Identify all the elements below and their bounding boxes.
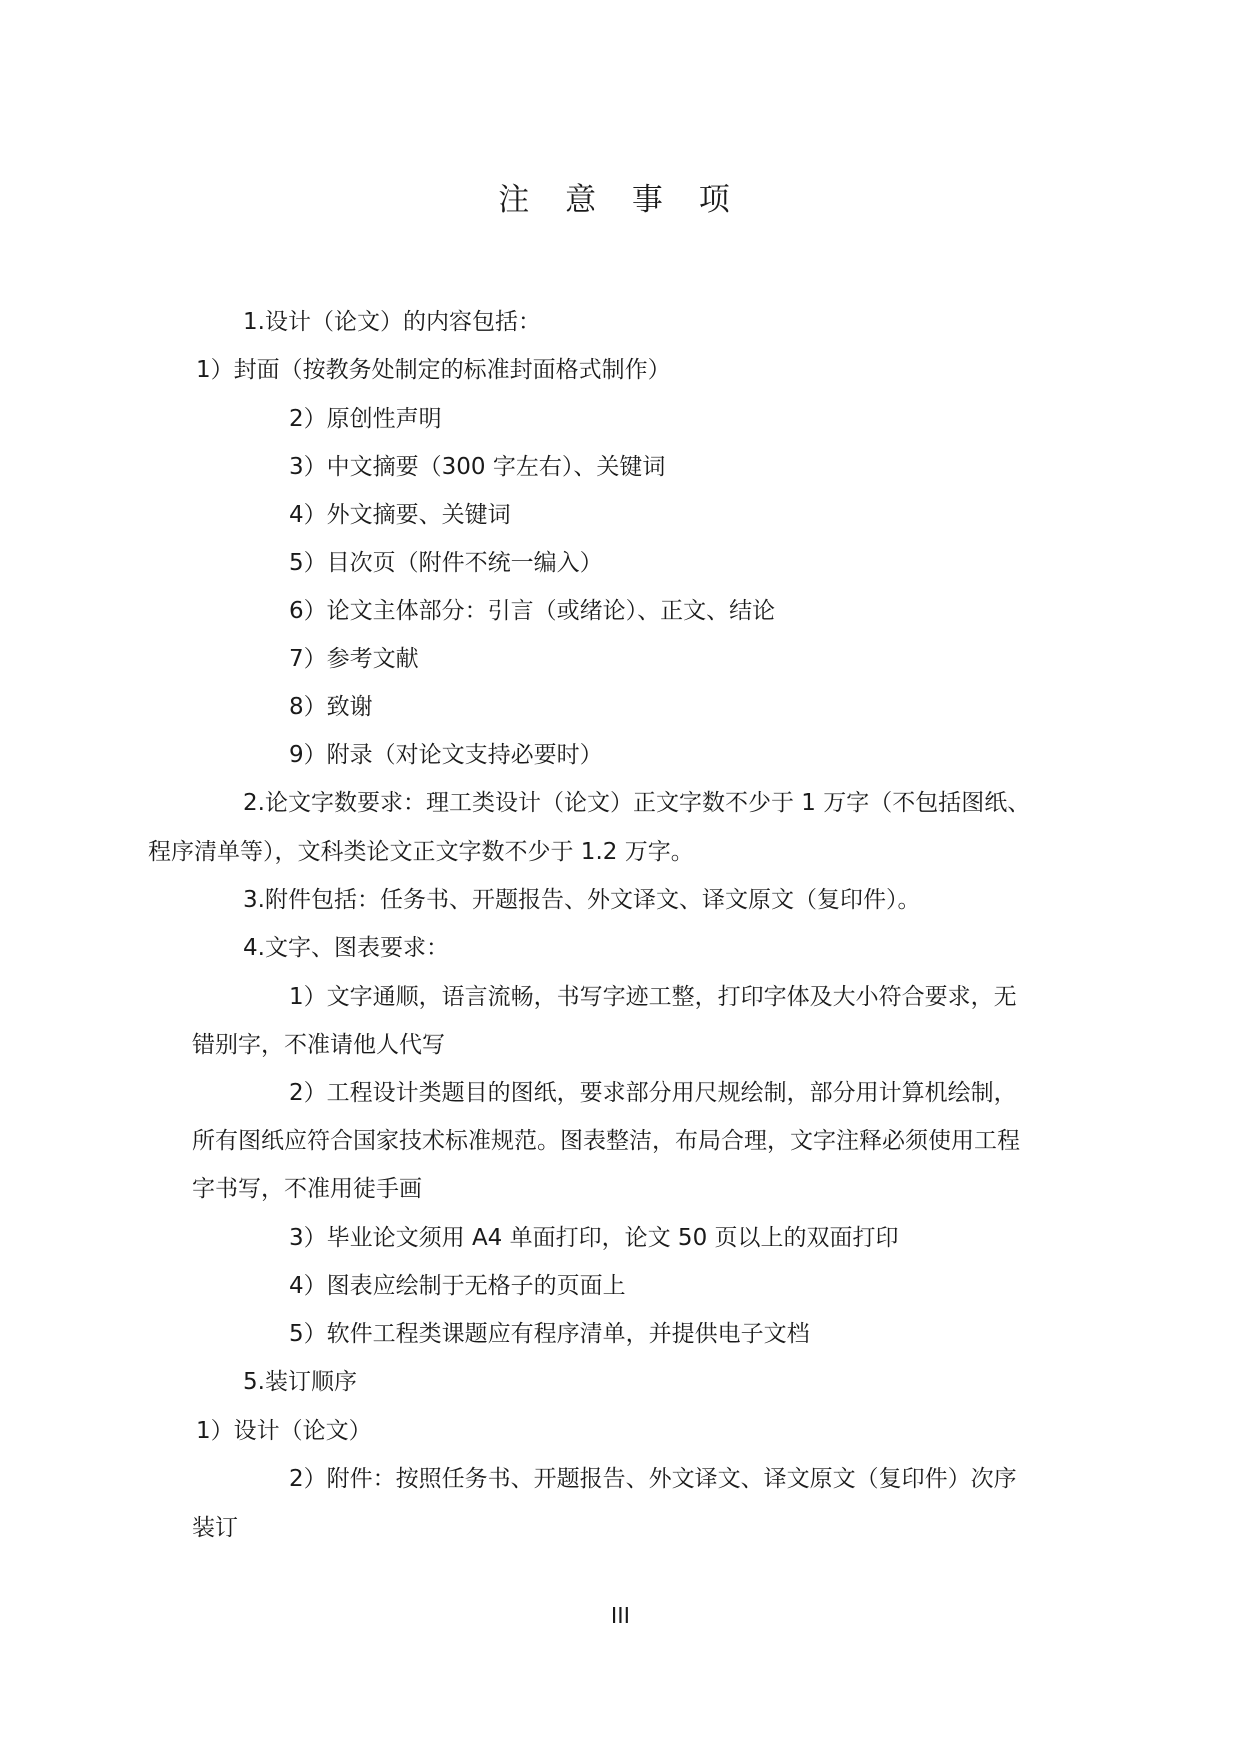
page-number: III	[610, 1602, 631, 1628]
paragraph-line: 字书写，不准用徒手画	[192, 1176, 422, 1202]
paragraph-line: 1）文字通顺，语言流畅，书写字迹工整，打印字体及大小符合要求，无	[289, 984, 1017, 1010]
paragraph-line: 错别字，不准请他人代写	[192, 1032, 445, 1058]
page-title: 注 意 事 项	[498, 182, 743, 218]
section-1-heading: 1.设计（论文）的内容包括：	[243, 309, 541, 335]
list-item: 1）封面（按教务处制定的标准封面格式制作）	[196, 357, 671, 383]
paragraph-line: 2）工程设计类题目的图纸，要求部分用尺规绘制，部分用计算机绘制，	[289, 1080, 1017, 1106]
list-item: 3）毕业论文须用 A4 单面打印，论文 50 页以上的双面打印	[289, 1225, 899, 1251]
list-item: 5）目次页（附件不统一编入）	[289, 550, 603, 576]
section-4-heading: 4.文字、图表要求：	[243, 935, 449, 961]
paragraph-line: 所有图纸应符合国家技术标准规范。图表整洁，布局合理，文字注释必须使用工程	[192, 1128, 1020, 1154]
paragraph-line: 装订	[192, 1515, 238, 1541]
list-item: 7）参考文献	[289, 646, 419, 672]
list-item: 2）原创性声明	[289, 406, 442, 432]
list-item: 6）论文主体部分：引言（或绪论）、正文、结论	[289, 598, 776, 624]
section-2-text: 2.论文字数要求：理工类设计（论文）正文字数不少于 1 万字（不包括图纸、	[243, 790, 1031, 816]
list-item: 9）附录（对论文支持必要时）	[289, 742, 603, 768]
list-item: 3）中文摘要（300 字左右）、关键词	[289, 454, 666, 480]
section-3-text: 3.附件包括：任务书、开题报告、外文译文、译文原文（复印件）。	[243, 887, 921, 913]
list-item: 4）图表应绘制于无格子的页面上	[289, 1273, 626, 1299]
section-2-text-continued: 程序清单等），文科类论文正文字数不少于 1.2 万字。	[148, 839, 694, 865]
list-item: 8）致谢	[289, 694, 373, 720]
section-5-heading: 5.装订顺序	[243, 1369, 357, 1395]
list-item: 4）外文摘要、关键词	[289, 502, 511, 528]
list-item: 5）软件工程类课题应有程序清单，并提供电子文档	[289, 1321, 810, 1347]
list-item: 1）设计（论文）	[196, 1418, 372, 1444]
paragraph-line: 2）附件：按照任务书、开题报告、外文译文、译文原文（复印件）次序	[289, 1466, 1017, 1492]
